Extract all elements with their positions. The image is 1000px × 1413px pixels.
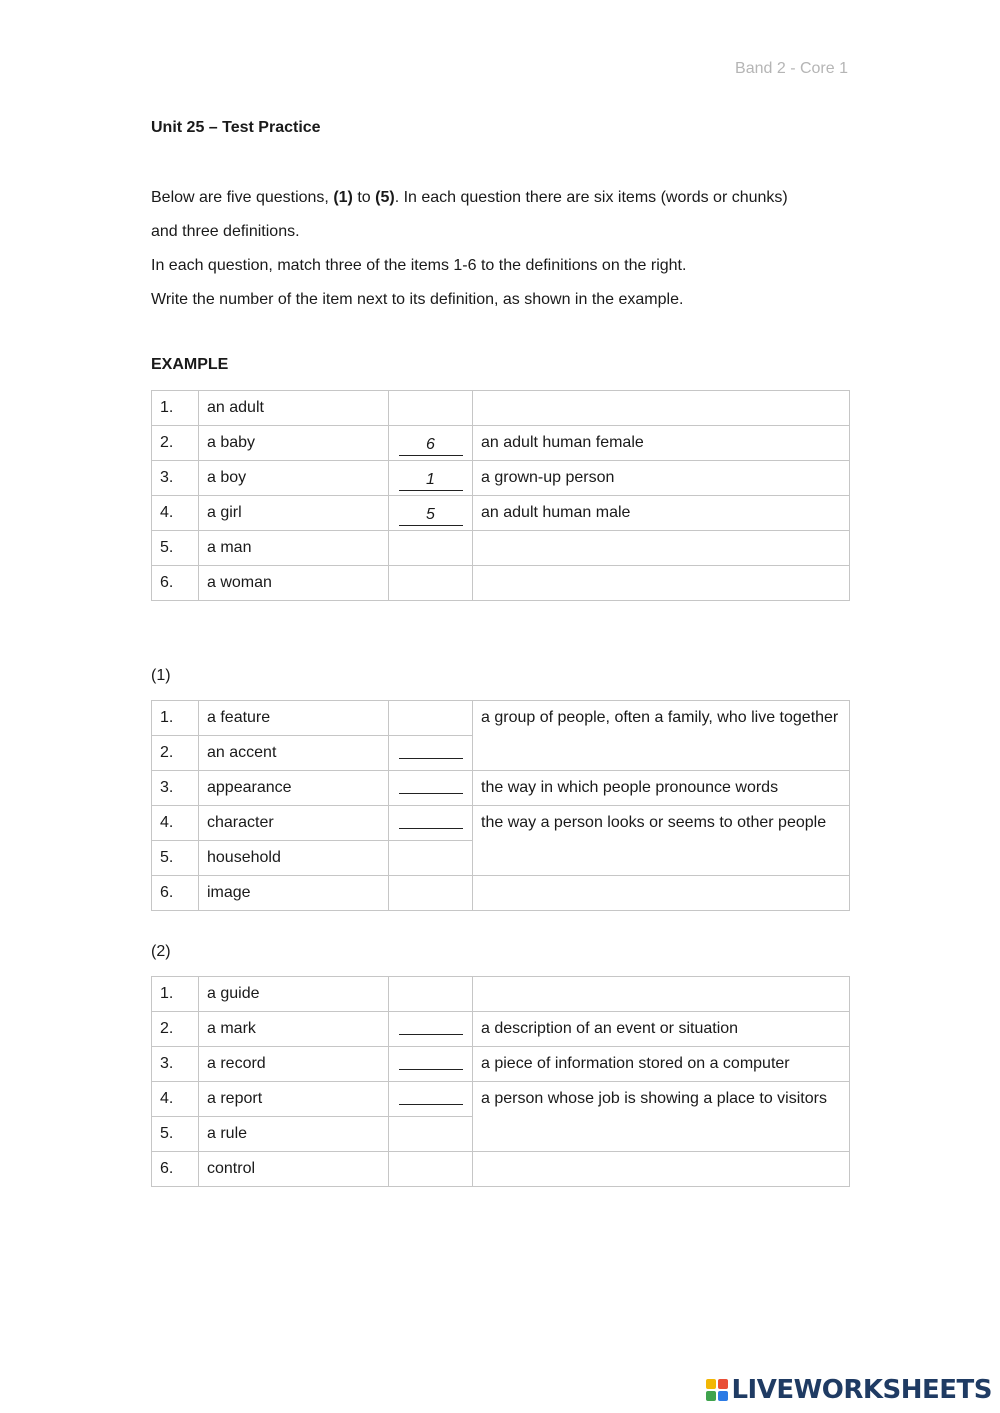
instruction-line-4: Write the number of the item next to its definition, as shown in the example.	[151, 291, 684, 308]
question-1-table	[151, 700, 850, 911]
answer-cell	[389, 701, 473, 736]
definition-cell: a group of people, often a family, who live together	[473, 701, 850, 771]
definition-cell: a piece of information stored on a computer	[473, 1047, 850, 1082]
item-word: control	[199, 1152, 389, 1187]
answer-cell	[389, 496, 473, 531]
instruction-line-1: Below are five questions, (1) to (5). In each question there are six items (words or chunks)	[151, 189, 788, 206]
table-row	[152, 391, 850, 426]
question-2-label: (2)	[151, 943, 171, 960]
item-number: 4.	[152, 496, 199, 531]
answer-cell	[389, 1047, 473, 1082]
item-word: a guide	[199, 977, 389, 1012]
answer-cell	[389, 531, 473, 566]
example-answer: 6	[399, 435, 463, 456]
item-number: 5.	[152, 531, 199, 566]
item-number: 3.	[152, 461, 199, 496]
table-row	[152, 1047, 850, 1082]
answer-cell	[389, 1012, 473, 1047]
answer-input[interactable]	[399, 1049, 463, 1070]
logo-text: LIVEWORKSHEETS	[731, 1375, 992, 1405]
item-word: an adult	[199, 391, 389, 426]
table-row	[152, 771, 850, 806]
item-number: 1.	[152, 391, 199, 426]
table-row	[152, 496, 850, 531]
example-answer: 5	[399, 505, 463, 526]
example-answer: 1	[399, 470, 463, 491]
logo-icon	[706, 1379, 728, 1401]
definition-cell	[473, 566, 850, 601]
answer-cell	[389, 736, 473, 771]
item-number: 1.	[152, 977, 199, 1012]
answer-cell	[389, 841, 473, 876]
definition-cell: the way in which people pronounce words	[473, 771, 850, 806]
page-title: Unit 25 – Test Practice	[151, 119, 321, 136]
definition-cell: a person whose job is showing a place to visitors	[473, 1082, 850, 1152]
instruction-line-3: In each question, match three of the items 1-6 to the definitions on the right.	[151, 257, 687, 274]
example-label: EXAMPLE	[151, 356, 229, 373]
answer-cell	[389, 461, 473, 496]
item-word: household	[199, 841, 389, 876]
header-band-label: Band 2 - Core 1	[735, 60, 848, 77]
answer-cell	[389, 1082, 473, 1117]
definition-cell: the way a person looks or seems to other people	[473, 806, 850, 876]
item-number: 2.	[152, 426, 199, 461]
answer-cell	[389, 391, 473, 426]
definition-cell: an adult human male	[473, 496, 850, 531]
table-row	[152, 1012, 850, 1047]
table-row	[152, 701, 850, 736]
answer-cell	[389, 771, 473, 806]
item-number: 4.	[152, 1082, 199, 1117]
example-table	[151, 390, 850, 601]
item-word: a baby	[199, 426, 389, 461]
question-1-label: (1)	[151, 667, 171, 684]
definition-cell: an adult human female	[473, 426, 850, 461]
item-word: a man	[199, 531, 389, 566]
definition-cell	[473, 876, 850, 911]
item-number: 6.	[152, 876, 199, 911]
definition-cell	[473, 977, 850, 1012]
item-number: 6.	[152, 1152, 199, 1187]
item-number: 4.	[152, 806, 199, 841]
table-row	[152, 461, 850, 496]
item-number: 5.	[152, 1117, 199, 1152]
table-row	[152, 566, 850, 601]
item-number: 3.	[152, 771, 199, 806]
item-number: 3.	[152, 1047, 199, 1082]
item-word: character	[199, 806, 389, 841]
definition-cell	[473, 1152, 850, 1187]
item-word: a record	[199, 1047, 389, 1082]
item-word: a feature	[199, 701, 389, 736]
table-row	[152, 531, 850, 566]
item-number: 1.	[152, 701, 199, 736]
liveworksheets-logo	[706, 1375, 992, 1405]
item-number: 5.	[152, 841, 199, 876]
item-number: 2.	[152, 736, 199, 771]
answer-input[interactable]	[399, 1014, 463, 1035]
answer-cell	[389, 426, 473, 461]
answer-input[interactable]	[399, 1084, 463, 1105]
item-word: a rule	[199, 1117, 389, 1152]
item-word: a woman	[199, 566, 389, 601]
instructions	[151, 181, 851, 317]
definition-cell: a description of an event or situation	[473, 1012, 850, 1047]
item-number: 2.	[152, 1012, 199, 1047]
answer-input[interactable]	[399, 773, 463, 794]
answer-input[interactable]	[399, 808, 463, 829]
item-word: a girl	[199, 496, 389, 531]
item-word: a mark	[199, 1012, 389, 1047]
instruction-line-2: and three definitions.	[151, 223, 300, 240]
answer-cell	[389, 1117, 473, 1152]
table-row	[152, 876, 850, 911]
item-number: 6.	[152, 566, 199, 601]
answer-cell	[389, 977, 473, 1012]
table-row	[152, 806, 850, 841]
definition-cell	[473, 391, 850, 426]
definition-cell	[473, 531, 850, 566]
answer-cell	[389, 566, 473, 601]
table-row	[152, 426, 850, 461]
answer-cell	[389, 876, 473, 911]
item-word: appearance	[199, 771, 389, 806]
table-row	[152, 977, 850, 1012]
item-word: a boy	[199, 461, 389, 496]
question-2-table	[151, 976, 850, 1187]
table-row	[152, 1152, 850, 1187]
item-word: a report	[199, 1082, 389, 1117]
item-word: an accent	[199, 736, 389, 771]
definition-cell: a grown-up person	[473, 461, 850, 496]
answer-cell	[389, 1152, 473, 1187]
answer-input[interactable]	[399, 738, 463, 759]
answer-cell	[389, 806, 473, 841]
table-row	[152, 1082, 850, 1117]
item-word: image	[199, 876, 389, 911]
